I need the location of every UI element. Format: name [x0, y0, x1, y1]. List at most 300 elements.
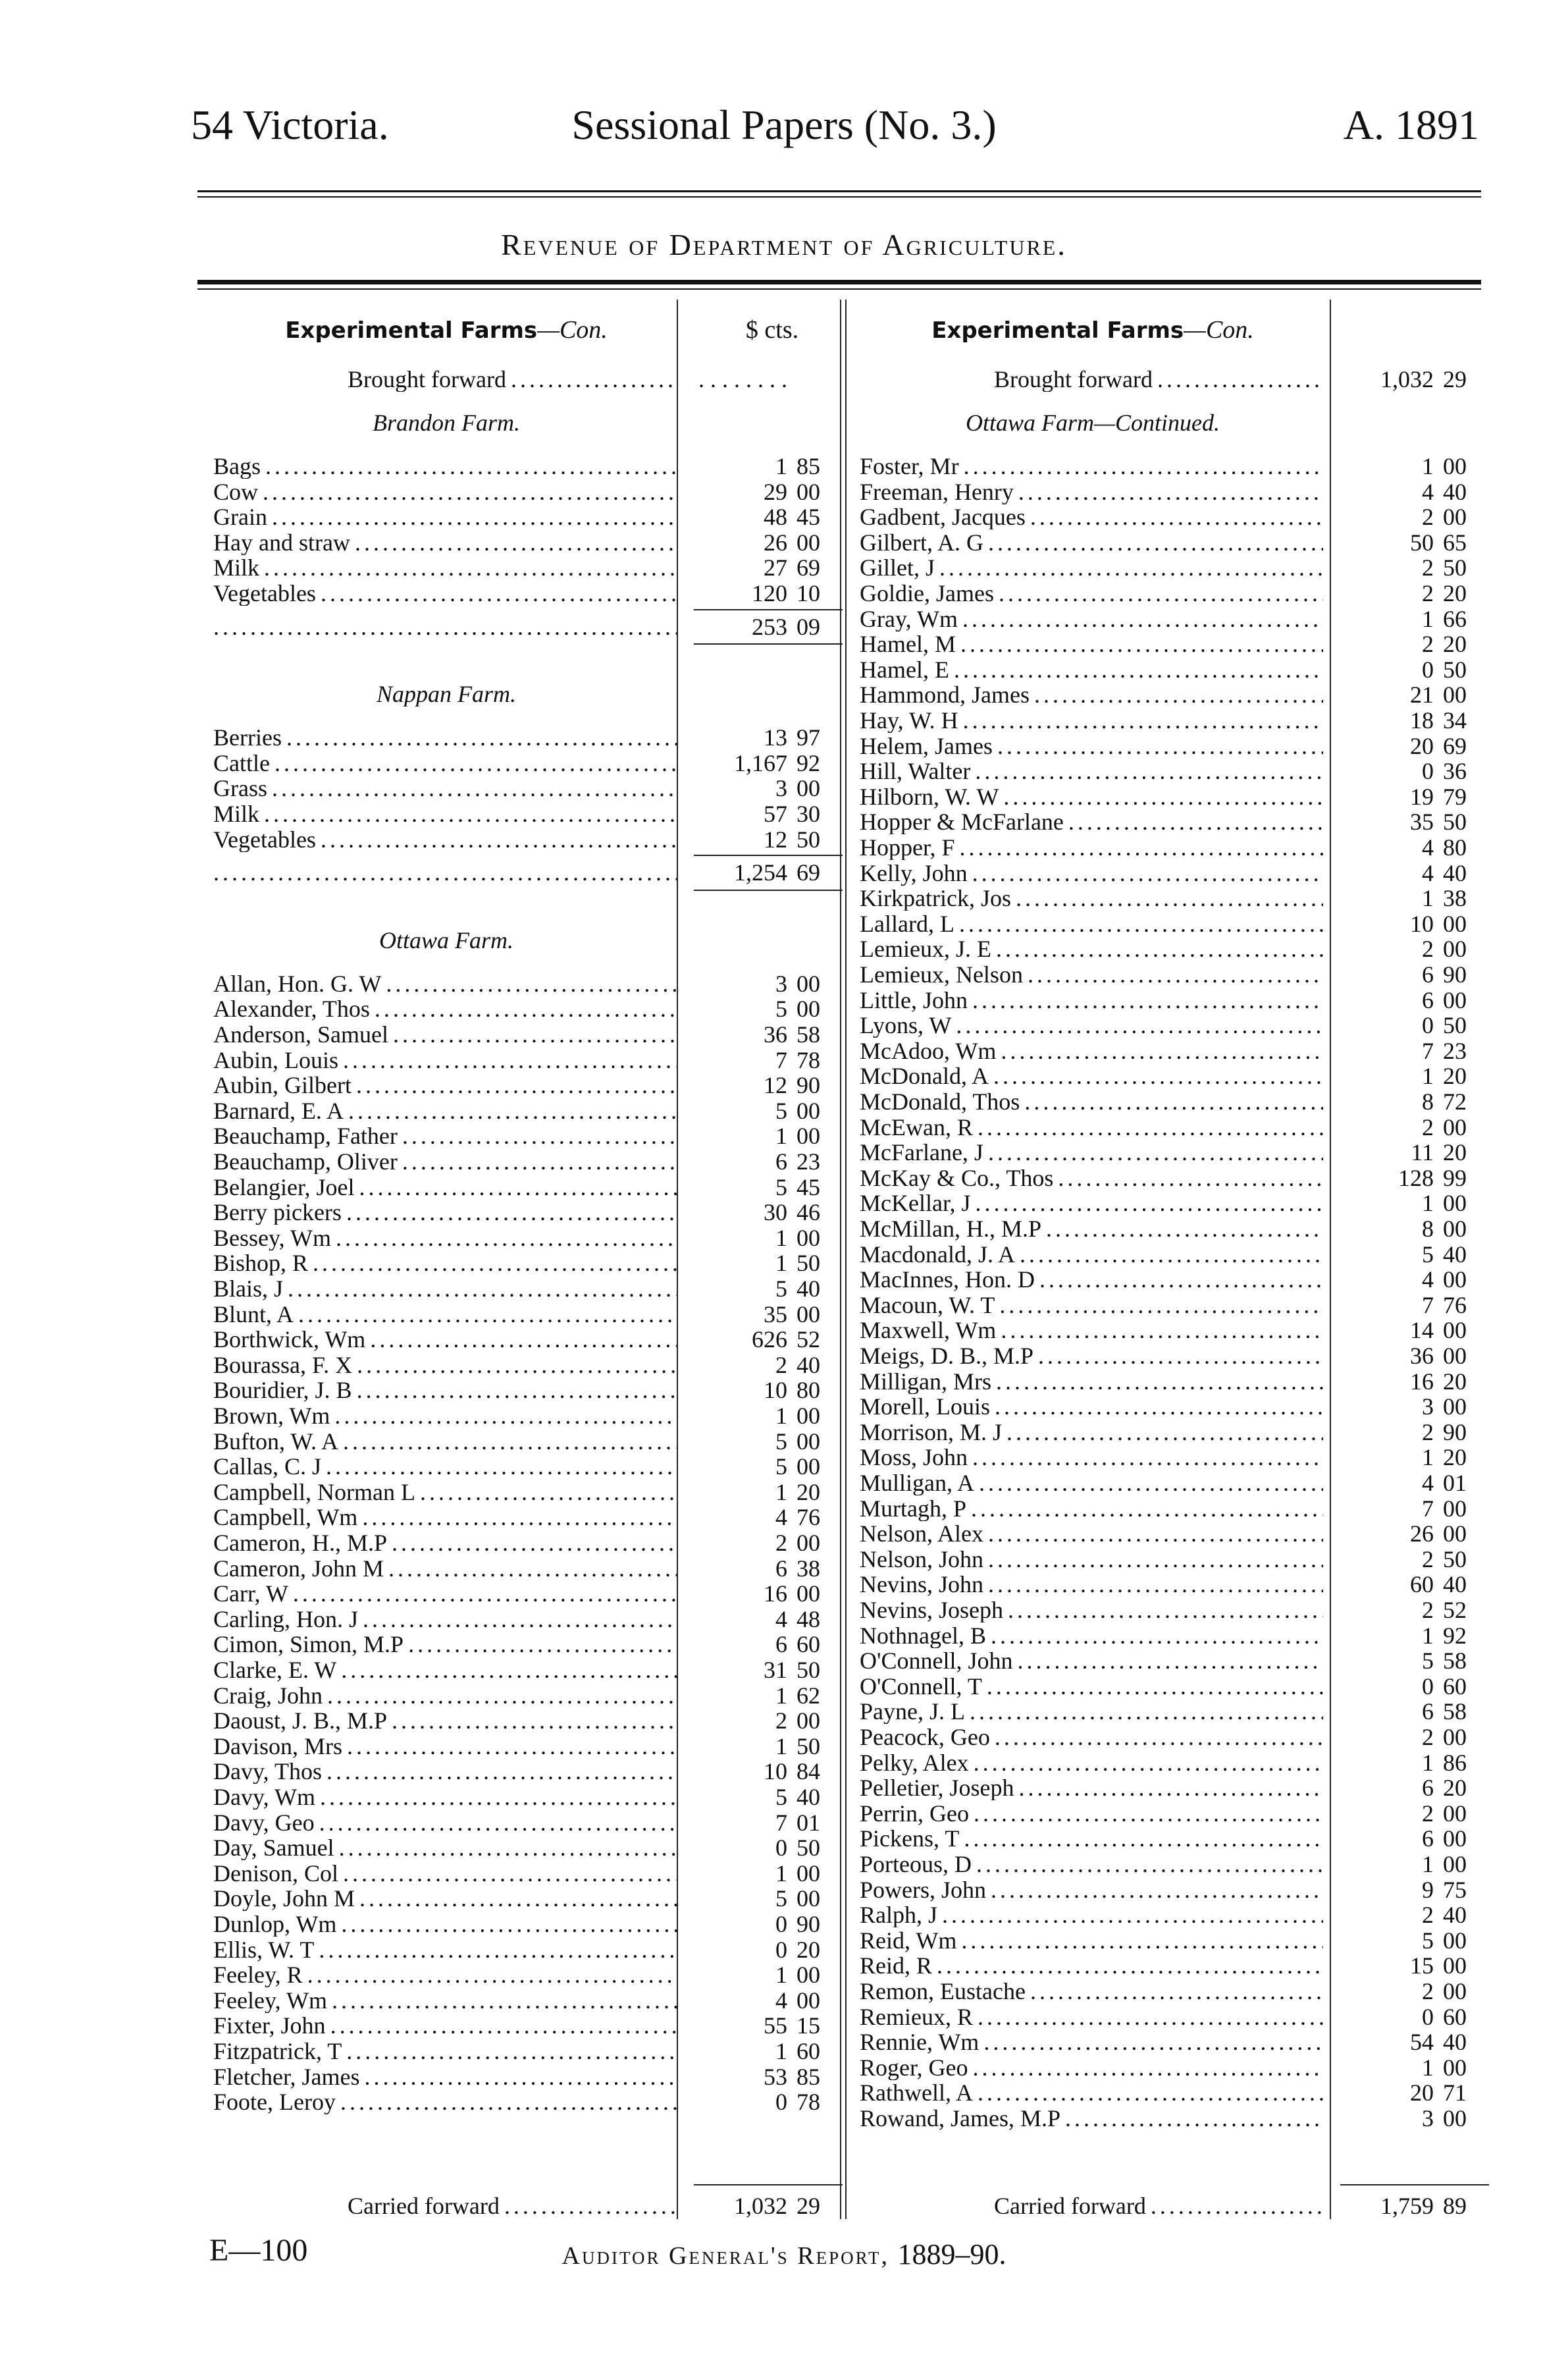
left-row-2-18: [209, 1429, 843, 1454]
left-row-2-26: [209, 1632, 843, 1657]
right-row-49-dollars: 6: [1422, 1698, 1434, 1725]
right-row-19-cents: 00: [1443, 936, 1467, 963]
left-row-2-43-label: Fletcher, James . . .: [213, 2064, 677, 2089]
right-row-58-cents: 00: [1443, 1927, 1467, 1954]
left-row-2-28-label: Craig, John . . .: [213, 1683, 677, 1708]
right-row-56: [856, 1877, 1489, 1902]
right-row-26-cents: 00: [1443, 1113, 1467, 1140]
right-row-52: [856, 1775, 1489, 1800]
left-row-2-21-label: Campbell, Wm . . .: [213, 1505, 677, 1530]
left-row-1-4-label: Vegetables . . .: [213, 827, 677, 852]
left-subtitle-1: [209, 682, 843, 707]
right-column: [856, 300, 1489, 2229]
left-row-2-23-dollars: 6: [775, 1555, 787, 1582]
right-row-35-label: Meigs, D. B., M.P . . .: [860, 1343, 1323, 1368]
right-row-15-label: Hopper, F . . .: [860, 835, 1323, 860]
left-row-2-18-cents: 00: [797, 1428, 820, 1455]
left-row-2-6-dollars: 1: [775, 1123, 787, 1150]
left-row-2-3-label: Aubin, Louis . . .: [213, 1048, 677, 1073]
left-row-2-24-cents: 00: [797, 1580, 820, 1607]
right-row-25-cents: 72: [1443, 1088, 1467, 1115]
right-row-19-dollars: 2: [1422, 936, 1434, 963]
right-row-9-dollars: 21: [1410, 682, 1434, 709]
header-rule: [197, 190, 1481, 192]
left-row-1-2-dollars: 3: [775, 775, 787, 802]
right-row-45-dollars: 2: [1422, 1597, 1434, 1623]
left-row-2-41-dollars: 55: [764, 2012, 787, 2039]
left-row-2-13: [209, 1302, 843, 1327]
right-row-8: [856, 657, 1489, 682]
right-row-32-dollars: 4: [1422, 1266, 1434, 1293]
right-row-30-dollars: 8: [1422, 1216, 1434, 1242]
right-carried-forward-dollars: 1,759: [1380, 2193, 1434, 2219]
right-row-42-label: Nelson, Alex . . .: [860, 1521, 1323, 1546]
header-session: 54 Victoria.: [191, 101, 389, 148]
right-row-22-cents: 50: [1443, 1012, 1467, 1039]
right-row-40-dollars: 4: [1422, 1470, 1434, 1496]
right-row-20-dollars: 6: [1422, 961, 1434, 988]
right-row-51-dollars: 1: [1422, 1749, 1434, 1776]
right-row-53-cents: 00: [1443, 1800, 1467, 1827]
left-row-1-1-label: Cattle . . .: [213, 751, 677, 776]
right-row-35: [856, 1343, 1489, 1368]
right-row-3: [856, 530, 1489, 555]
right-row-37-cents: 00: [1443, 1393, 1467, 1420]
right-row-28-label: McKay & Co., Thos . . .: [860, 1166, 1323, 1191]
right-heading-suffix: —Con.: [1184, 316, 1254, 344]
right-row-50: [856, 1725, 1489, 1750]
left-total-1-dollars: 1,254: [734, 859, 787, 886]
left-row-2-8-dollars: 5: [775, 1173, 787, 1200]
left-row-1-3-dollars: 57: [764, 801, 787, 827]
right-row-6-label: Gray, Wm . . .: [860, 606, 1323, 631]
right-row-24-dollars: 1: [1422, 1063, 1434, 1090]
left-row-2-30-dollars: 1: [775, 1732, 787, 1759]
left-row-2-11-dollars: 1: [775, 1250, 787, 1277]
right-row-22: [856, 1013, 1489, 1038]
left-row-2-32-label: Davy, Wm . . .: [213, 1784, 677, 1809]
right-row-43-dollars: 2: [1422, 1545, 1434, 1572]
right-row-16-label: Kelly, John . . .: [860, 861, 1323, 886]
right-row-35-cents: 00: [1443, 1343, 1467, 1369]
right-row-4-dollars: 2: [1422, 554, 1434, 581]
left-row-2-16: [209, 1378, 843, 1403]
report-name: Auditor General's Report,: [562, 2242, 889, 2270]
right-row-62-cents: 40: [1443, 2029, 1467, 2056]
left-row-2-16-dollars: 10: [764, 1377, 787, 1404]
right-row-6: [856, 606, 1489, 631]
right-row-29-dollars: 1: [1422, 1190, 1434, 1217]
right-row-14: [856, 809, 1489, 834]
left-row-0-4-cents: 69: [797, 554, 820, 581]
right-row-26-dollars: 2: [1422, 1113, 1434, 1140]
left-row-2-43-cents: 85: [797, 2063, 820, 2090]
right-row-46-label: Nothnagel, B . . .: [860, 1623, 1323, 1648]
right-row-48-cents: 60: [1443, 1673, 1467, 1700]
right-row-19-label: Lemieux, J. E . . .: [860, 936, 1323, 961]
left-row-2-44-cents: 78: [797, 2089, 820, 2116]
right-row-53-label: Perrin, Geo . . .: [860, 1801, 1323, 1826]
report-year: 1889–90.: [897, 2238, 1006, 2270]
right-row-63-cents: 00: [1443, 2054, 1467, 2081]
left-row-1-3-cents: 30: [797, 801, 820, 827]
right-row-65-dollars: 3: [1422, 2105, 1434, 2131]
right-row-24-cents: 20: [1443, 1063, 1467, 1090]
right-row-60-cents: 00: [1443, 1978, 1467, 2004]
right-row-52-label: Pelletier, Joseph . . .: [860, 1775, 1323, 1800]
right-row-11-cents: 69: [1443, 732, 1467, 759]
right-row-21-cents: 00: [1443, 986, 1467, 1013]
right-row-0: [856, 454, 1489, 479]
left-row-2-6-label: Beauchamp, Father . . .: [213, 1123, 677, 1148]
right-row-38: [856, 1420, 1489, 1445]
right-row-49: [856, 1699, 1489, 1724]
left-row-2-22-cents: 00: [797, 1530, 820, 1556]
right-subtitle: [856, 410, 1489, 435]
right-row-29-label: McKellar, J . . .: [860, 1191, 1323, 1216]
right-row-49-label: Payne, J. L . . .: [860, 1699, 1323, 1724]
left-row-2-9-dollars: 30: [764, 1199, 787, 1226]
left-row-2-7-dollars: 6: [775, 1148, 787, 1175]
right-row-21-dollars: 6: [1422, 986, 1434, 1013]
right-row-27-dollars: 11: [1411, 1139, 1434, 1166]
left-row-2-4-cents: 90: [797, 1072, 820, 1099]
header-title: Sessional Papers (No. 3.): [571, 101, 997, 148]
right-row-62: [856, 2029, 1489, 2054]
left-row-2-5-dollars: 5: [775, 1097, 787, 1124]
right-row-64-label: Rathwell, A . . .: [860, 2080, 1323, 2105]
left-row-2-15: [209, 1353, 843, 1378]
left-total-0: [209, 614, 843, 639]
left-row-2-28-cents: 62: [797, 1682, 820, 1709]
right-row-33: [856, 1293, 1489, 1318]
left-row-2-34-cents: 50: [797, 1835, 820, 1862]
right-row-41: [856, 1496, 1489, 1521]
right-row-52-cents: 20: [1443, 1775, 1467, 1802]
right-row-28-dollars: 128: [1398, 1164, 1434, 1191]
header-rule-thin: [197, 196, 1481, 198]
right-row-59-label: Reid, R . . .: [860, 1953, 1323, 1978]
right-row-20-cents: 90: [1443, 961, 1467, 988]
left-total-0-label: [213, 614, 677, 639]
left-subtitle-2-label: Ottawa Farm.: [379, 927, 513, 953]
left-row-2-42-label: Fitzpatrick, T . . .: [213, 2039, 677, 2064]
right-row-56-label: Powers, John . . .: [860, 1877, 1323, 1902]
left-row-2-14-label: Borthwick, Wm . . .: [213, 1327, 677, 1352]
right-row-25-dollars: 8: [1422, 1088, 1434, 1115]
left-row-2-37: [209, 1912, 843, 1937]
right-row-51-label: Pelky, Alex . . .: [860, 1750, 1323, 1775]
right-row-31-dollars: 5: [1422, 1241, 1434, 1268]
left-row-0-0-label: Bags . . .: [213, 454, 677, 479]
right-row-32: [856, 1267, 1489, 1292]
right-row-46-cents: 92: [1443, 1622, 1467, 1649]
left-row-2-15-cents: 40: [797, 1351, 820, 1378]
right-row-26-label: McEwan, R . . .: [860, 1115, 1323, 1140]
right-row-62-label: Rennie, Wm . . .: [860, 2029, 1323, 2054]
left-row-2-41-label: Fixter, John . . .: [213, 2013, 677, 2038]
right-row-57-dollars: 2: [1422, 1902, 1434, 1929]
right-row-57-cents: 40: [1443, 1902, 1467, 1929]
right-row-49-cents: 58: [1443, 1698, 1467, 1725]
right-row-45: [856, 1597, 1489, 1622]
right-row-3-dollars: 50: [1410, 529, 1434, 556]
right-row-37-dollars: 3: [1422, 1393, 1434, 1420]
left-row-1-4: [209, 827, 843, 852]
unit-header: $ cts.: [745, 316, 799, 344]
right-row-61-dollars: 0: [1422, 2003, 1434, 2030]
left-row-2-2: [209, 1022, 843, 1047]
left-row-0-1-label: Cow . . .: [213, 479, 677, 504]
left-row-2-0-dollars: 3: [775, 970, 787, 997]
right-row-35-dollars: 36: [1410, 1343, 1434, 1369]
right-row-43-label: Nelson, John . . .: [860, 1547, 1323, 1572]
left-row-1-0-cents: 97: [797, 724, 820, 751]
left-row-2-23-label: Cameron, John M . . .: [213, 1556, 677, 1581]
right-row-15-dollars: 4: [1422, 834, 1434, 861]
right-row-29: [856, 1191, 1489, 1216]
right-row-26: [856, 1115, 1489, 1140]
right-row-14-cents: 50: [1443, 809, 1467, 836]
right-row-53: [856, 1801, 1489, 1826]
left-row-2-12: [209, 1276, 843, 1301]
right-section-heading: Experimental Farms—Con.: [931, 316, 1254, 344]
right-row-23-label: McAdoo, Wm . . .: [860, 1038, 1323, 1063]
left-total-line-top-0: [694, 609, 843, 610]
left-row-2-8-label: Belangier, Joel . . .: [213, 1175, 677, 1200]
right-row-43-cents: 50: [1443, 1545, 1467, 1572]
left-row-2-22-dollars: 2: [775, 1530, 787, 1556]
left-row-2-40-label: Feeley, Wm . . .: [213, 1988, 677, 2013]
left-row-2-36: [209, 1886, 843, 1911]
left-row-2-1-dollars: 5: [775, 996, 787, 1023]
left-row-2-9-label: Berry pickers . . .: [213, 1200, 677, 1225]
left-row-0-1: [209, 479, 843, 504]
header-year: A. 1891: [1343, 101, 1479, 148]
right-row-6-cents: 66: [1443, 605, 1467, 632]
left-row-2-4-label: Aubin, Gilbert . . .: [213, 1073, 677, 1098]
left-total-0-dollars: 253: [752, 613, 787, 640]
right-row-8-dollars: 0: [1422, 656, 1434, 683]
left-row-2-39-label: Feeley, R . . .: [213, 1962, 677, 1987]
left-row-2-0: [209, 971, 843, 996]
left-row-0-5: [209, 581, 843, 606]
right-row-2-cents: 00: [1443, 504, 1467, 531]
right-row-0-cents: 00: [1443, 453, 1467, 479]
right-row-7: [856, 631, 1489, 656]
left-row-2-9-cents: 46: [797, 1199, 820, 1226]
left-brought-forward-label: Brought forward . . .: [348, 367, 677, 392]
left-row-2-10-dollars: 1: [775, 1224, 787, 1251]
left-row-0-3: [209, 530, 843, 555]
left-row-2-37-label: Dunlop, Wm . . .: [213, 1912, 677, 1937]
right-row-2-dollars: 2: [1422, 504, 1434, 531]
right-row-48-dollars: 0: [1422, 1673, 1434, 1700]
right-row-7-dollars: 2: [1422, 631, 1434, 658]
right-row-46: [856, 1623, 1489, 1648]
left-row-1-1-dollars: 1,167: [734, 749, 787, 776]
left-row-2-3-cents: 78: [797, 1046, 820, 1073]
right-row-24-label: McDonald, A . . .: [860, 1063, 1323, 1088]
left-row-0-3-label: Hay and straw . . .: [213, 530, 677, 555]
right-row-51-cents: 86: [1443, 1749, 1467, 1776]
right-row-23: [856, 1038, 1489, 1063]
left-row-2-5: [209, 1098, 843, 1123]
left-row-2-27-label: Clarke, E. W . . .: [213, 1657, 677, 1682]
right-row-39-dollars: 1: [1422, 1444, 1434, 1471]
left-row-1-2: [209, 776, 843, 801]
left-row-2-43: [209, 2064, 843, 2089]
left-row-2-30-cents: 50: [797, 1732, 820, 1759]
left-row-2-7-label: Beauchamp, Oliver . . .: [213, 1149, 677, 1174]
left-row-2-16-cents: 80: [797, 1377, 820, 1404]
right-row-32-label: MacInnes, Hon. D . . .: [860, 1267, 1323, 1292]
left-row-1-2-label: Grass . . .: [213, 776, 677, 801]
left-row-2-40: [209, 1988, 843, 2013]
left-row-2-33-dollars: 7: [775, 1809, 787, 1836]
right-row-5-label: Goldie, James . . .: [860, 581, 1323, 606]
left-row-2-30-label: Davison, Mrs . . .: [213, 1734, 677, 1759]
right-row-64-cents: 71: [1443, 2079, 1467, 2106]
left-row-2-4: [209, 1073, 843, 1098]
left-row-2-14-cents: 52: [797, 1326, 820, 1353]
right-row-18-dollars: 10: [1410, 910, 1434, 937]
left-row-2-35-cents: 00: [797, 1860, 820, 1887]
right-row-31-label: Macdonald, J. A . . .: [860, 1242, 1323, 1267]
left-row-2-25-cents: 48: [797, 1605, 820, 1632]
left-row-2-44: [209, 2089, 843, 2114]
right-row-48-label: O'Connell, T . . .: [860, 1674, 1323, 1699]
right-row-36-cents: 20: [1443, 1368, 1467, 1395]
right-row-18-label: Lallard, L . . .: [860, 911, 1323, 936]
left-row-2-27-dollars: 31: [764, 1657, 787, 1683]
right-row-3-label: Gilbert, A. G . . .: [860, 530, 1323, 555]
right-row-27-label: McFarlane, J . . .: [860, 1140, 1323, 1165]
left-row-2-2-cents: 58: [797, 1021, 820, 1048]
right-row-41-cents: 00: [1443, 1495, 1467, 1522]
right-row-50-cents: 00: [1443, 1724, 1467, 1750]
left-row-2-13-dollars: 35: [764, 1300, 787, 1327]
right-row-0-label: Foster, Mr . . .: [860, 454, 1323, 479]
right-row-18: [856, 911, 1489, 936]
right-row-36: [856, 1369, 1489, 1394]
left-row-2-20-label: Campbell, Norman L . . .: [213, 1480, 677, 1505]
left-row-0-2-cents: 45: [797, 504, 820, 531]
left-row-2-31-dollars: 10: [764, 1758, 787, 1785]
left-row-2-31-label: Davy, Thos . . .: [213, 1759, 677, 1784]
left-row-1-0-label: Berries . . .: [213, 725, 677, 750]
right-row-54-label: Pickens, T . . .: [860, 1826, 1323, 1851]
right-row-13: [856, 784, 1489, 809]
left-row-2-36-label: Doyle, John M . . .: [213, 1886, 677, 1911]
right-row-55-label: Porteous, D . . .: [860, 1852, 1323, 1877]
right-row-63: [856, 2055, 1489, 2080]
right-row-27: [856, 1140, 1489, 1165]
right-row-10-cents: 34: [1443, 707, 1467, 734]
left-total-line-bottom-0: [694, 643, 843, 645]
right-brought-forward: [856, 367, 1489, 392]
left-row-2-34-label: Day, Samuel . . .: [213, 1835, 677, 1860]
left-row-2-17: [209, 1403, 843, 1428]
left-row-2-5-label: Barnard, E. A . . .: [213, 1098, 677, 1123]
left-row-2-2-dollars: 36: [764, 1021, 787, 1048]
left-row-2-19-dollars: 5: [775, 1453, 787, 1480]
right-row-4-cents: 50: [1443, 554, 1467, 581]
right-row-18-cents: 00: [1443, 910, 1467, 937]
right-row-11-label: Helem, James . . .: [860, 734, 1323, 759]
right-row-33-label: Macoun, W. T . . .: [860, 1293, 1323, 1318]
right-row-12-cents: 36: [1443, 758, 1467, 785]
left-row-2-19: [209, 1454, 843, 1479]
left-row-0-5-dollars: 120: [752, 580, 787, 606]
left-row-0-0-cents: 85: [797, 453, 820, 479]
left-row-2-18-dollars: 5: [775, 1428, 787, 1455]
left-row-2-15-label: Bourassa, F. X . . .: [213, 1353, 677, 1378]
right-row-55-dollars: 1: [1422, 1851, 1434, 1877]
left-row-2-22: [209, 1530, 843, 1555]
left-row-2-44-dollars: 0: [775, 2089, 787, 2116]
left-row-2-7-cents: 23: [797, 1148, 820, 1175]
right-row-59-dollars: 15: [1410, 1952, 1434, 1979]
left-row-2-0-label: Allan, Hon. G. W . . .: [213, 971, 677, 996]
right-row-65-label: Rowand, James, M.P . . .: [860, 2106, 1323, 2131]
right-row-48: [856, 1674, 1489, 1699]
right-row-46-dollars: 1: [1422, 1622, 1434, 1649]
left-row-2-21: [209, 1505, 843, 1530]
right-row-54-dollars: 6: [1422, 1825, 1434, 1852]
right-row-47-dollars: 5: [1422, 1648, 1434, 1675]
right-row-19: [856, 936, 1489, 961]
right-row-61-label: Remieux, R . . .: [860, 2004, 1323, 2029]
left-row-2-27: [209, 1657, 843, 1682]
left-row-2-21-cents: 76: [797, 1504, 820, 1531]
left-row-2-29-dollars: 2: [775, 1707, 787, 1734]
right-row-31: [856, 1242, 1489, 1267]
right-row-40: [856, 1470, 1489, 1495]
left-row-2-23-cents: 38: [797, 1555, 820, 1582]
left-row-2-21-dollars: 4: [775, 1504, 787, 1531]
right-row-32-cents: 00: [1443, 1266, 1467, 1293]
right-carried-forward: [856, 2193, 1489, 2218]
right-row-30-cents: 00: [1443, 1216, 1467, 1242]
left-row-2-35-label: Denison, Col . . .: [213, 1861, 677, 1886]
right-subtitle-label: Ottawa Farm—Continued.: [965, 410, 1220, 435]
right-row-23-cents: 23: [1443, 1037, 1467, 1064]
right-row-61-cents: 60: [1443, 2003, 1467, 2030]
left-total-1: [209, 860, 843, 885]
right-row-56-cents: 75: [1443, 1876, 1467, 1903]
right-row-1-cents: 40: [1443, 478, 1467, 505]
right-row-7-cents: 20: [1443, 631, 1467, 658]
right-row-58: [856, 1928, 1489, 1953]
left-row-2-25-dollars: 4: [775, 1605, 787, 1632]
right-row-31-cents: 40: [1443, 1241, 1467, 1268]
left-brought-forward-dollars: . . . . . . . .: [698, 366, 787, 392]
right-row-4: [856, 555, 1489, 580]
left-row-0-1-dollars: 29: [764, 478, 787, 505]
left-row-2-8-cents: 45: [797, 1173, 820, 1200]
left-row-2-15-dollars: 2: [775, 1351, 787, 1378]
left-row-2-32: [209, 1784, 843, 1809]
left-row-2-29: [209, 1708, 843, 1733]
right-carried-line: [1340, 2184, 1489, 2185]
column-divider-inner: [845, 300, 847, 2219]
right-row-42-dollars: 26: [1410, 1520, 1434, 1547]
left-subtitle-2: [209, 928, 843, 953]
left-row-1-4-dollars: 12: [764, 826, 787, 853]
right-row-60-dollars: 2: [1422, 1978, 1434, 2004]
left-row-2-40-cents: 00: [797, 1987, 820, 2014]
